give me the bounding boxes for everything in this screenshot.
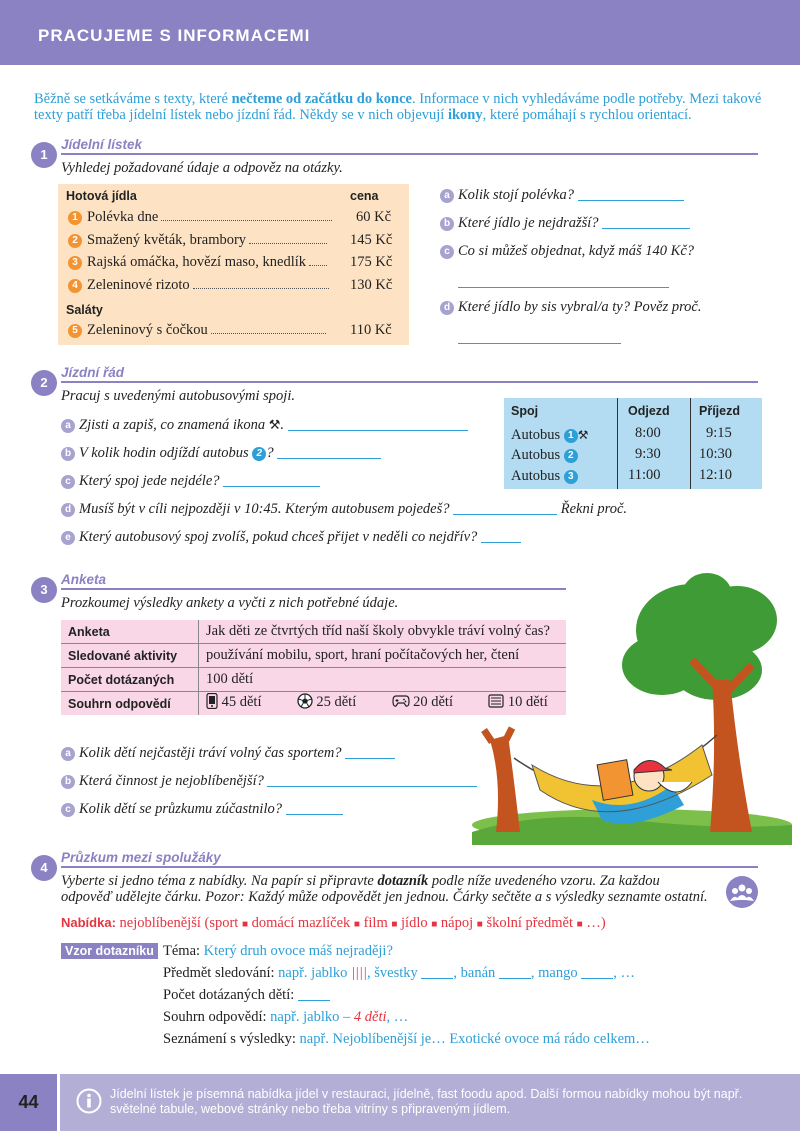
question-2a bbox=[61, 417, 468, 434]
intro-paragraph bbox=[34, 91, 769, 123]
menu-item-price-5: 110 Kč bbox=[350, 322, 392, 338]
row-label: Téma: bbox=[163, 943, 201, 959]
instruction-text: Vyberte si jedno téma z nabídky. Na papír si připravte bbox=[61, 873, 378, 889]
question-letter: b bbox=[440, 217, 454, 231]
survey-key: Počet dotázaných bbox=[61, 668, 199, 692]
intro-bold-1: nečteme od začátku do konce bbox=[231, 91, 412, 107]
section-instruction-3: Prozkoumej výsledky ankety a vyčti z nich potřebné údaje. bbox=[61, 595, 399, 611]
question-3a bbox=[61, 745, 395, 762]
answer-field[interactable] bbox=[578, 200, 684, 201]
bus-name: Autobus bbox=[511, 447, 561, 463]
answer-field[interactable] bbox=[458, 343, 621, 344]
menu-item-name: Rajská omáčka, hovězí maso, knedlík bbox=[87, 254, 307, 270]
offer-item: jídlo bbox=[401, 915, 428, 931]
answer-field[interactable] bbox=[458, 287, 669, 288]
departure-2: 9:30 bbox=[635, 446, 661, 462]
menu-item-1 bbox=[68, 209, 332, 226]
bus-number-badge: 2 bbox=[252, 447, 266, 461]
menu-item-name: Polévka dne bbox=[87, 209, 159, 225]
page-number: 44 bbox=[0, 1074, 57, 1131]
section-title-3: Anketa bbox=[61, 572, 107, 587]
section-title-1: Jídelní lístek bbox=[61, 137, 143, 152]
question-1a bbox=[440, 187, 684, 204]
question-1d bbox=[440, 299, 702, 316]
menu-item-number: 5 bbox=[68, 324, 82, 338]
arrival-3: 12:10 bbox=[699, 467, 733, 483]
question-letter: c bbox=[440, 245, 454, 259]
question-text: V kolik hodin odjíždí autobus bbox=[79, 445, 249, 461]
offer-item: školní předmět bbox=[486, 915, 574, 931]
row-label: Souhrn odpovědí: bbox=[163, 1009, 267, 1025]
row-value: Který druh ovoce máš nejraději? bbox=[203, 943, 393, 959]
row-label: Počet dotázaných dětí: bbox=[163, 987, 295, 1003]
row-label: Předmět sledování: bbox=[163, 965, 275, 981]
answer-field[interactable] bbox=[223, 486, 320, 487]
row-value: , banán bbox=[453, 965, 496, 981]
question-text: Která činnost je nejoblíbenější? bbox=[79, 773, 264, 789]
timetable-row-3 bbox=[511, 468, 578, 485]
question-letter: d bbox=[61, 503, 75, 517]
question-2c bbox=[61, 473, 320, 490]
departure-1: 8:00 bbox=[635, 425, 661, 441]
bus-name: Autobus bbox=[511, 427, 561, 443]
offer-row: Nabídka: nejoblíbenější (sport ■ domácí mazlíček ■ film ■ jídlo ■ nápoj ■ školní předmět ■ …) bbox=[61, 915, 606, 931]
offer-label: Nabídka: bbox=[61, 915, 116, 930]
dot-leader bbox=[161, 220, 332, 221]
bus-name: Autobus bbox=[511, 468, 561, 484]
table-divider bbox=[690, 398, 691, 489]
question-text: Které jídlo je nejdražší? bbox=[458, 215, 599, 231]
question-text: Který autobusový spoj zvolíš, pokud chceš přijet v neděli co nejdřív? bbox=[79, 529, 478, 545]
answer-count: 45 dětí bbox=[221, 694, 262, 710]
row-value: např. jablko – bbox=[270, 1009, 351, 1025]
offer-item: domácí mazlíček bbox=[251, 915, 351, 931]
menu-item-5 bbox=[68, 322, 326, 339]
row-label: Seznámení s výsledky: bbox=[163, 1031, 296, 1047]
tools-icon: ⚒ bbox=[577, 428, 589, 442]
answer-field[interactable] bbox=[421, 978, 453, 979]
question-text: Kolik dětí nejčastěji tráví volný čas sportem? bbox=[79, 745, 342, 761]
menu-item-price-3: 175 Kč bbox=[350, 254, 393, 270]
answer-field[interactable] bbox=[499, 978, 531, 979]
question-letter: a bbox=[61, 419, 75, 433]
timetable-header-line: Spoj bbox=[511, 404, 539, 418]
answer-count: 25 dětí bbox=[316, 694, 357, 710]
answer-field[interactable] bbox=[481, 542, 521, 543]
question-letter: c bbox=[61, 803, 75, 817]
timetable-row-1 bbox=[511, 427, 589, 444]
answer-field[interactable] bbox=[453, 514, 557, 515]
timetable-header-departure: Odjezd bbox=[628, 404, 670, 418]
menu-item-name: Zeleninový s čočkou bbox=[87, 322, 208, 338]
menu-item-number: 4 bbox=[68, 279, 82, 293]
menu-item-number: 2 bbox=[68, 234, 82, 248]
arrival-1: 9:15 bbox=[706, 425, 732, 441]
menu-header-salads: Saláty bbox=[66, 303, 103, 317]
menu-item-price-1: 60 Kč bbox=[356, 209, 392, 225]
intro-text-3: , které pomáhají s rychlou orientací. bbox=[482, 107, 692, 123]
question-text: Zjisti a zapiš, co znamená ikona bbox=[79, 417, 266, 433]
survey-key: Anketa bbox=[61, 620, 199, 644]
section-divider-4 bbox=[61, 866, 758, 868]
answer-field[interactable] bbox=[277, 458, 381, 459]
answer-field[interactable] bbox=[345, 758, 395, 759]
answer-field[interactable] bbox=[298, 1000, 330, 1001]
bus-timetable bbox=[504, 398, 762, 489]
sample-row-5 bbox=[163, 1031, 650, 1048]
survey-key: Souhrn odpovědí bbox=[61, 692, 199, 716]
question-text-end: ? bbox=[266, 445, 274, 461]
group-work-icon bbox=[726, 876, 758, 908]
tally-marks: |||| bbox=[351, 965, 368, 981]
survey-value: Jak děti ze čtvrtých tříd naší školy obvykle tráví volný čas? bbox=[199, 620, 567, 644]
answer-count: 20 dětí bbox=[413, 694, 453, 710]
row-value: , švestky bbox=[367, 965, 418, 981]
question-3b bbox=[61, 773, 477, 790]
tools-icon: ⚒ bbox=[268, 418, 281, 433]
departure-3: 11:00 bbox=[628, 467, 661, 483]
menu-item-4 bbox=[68, 277, 329, 294]
intro-text-1: Běžně se setkáváme s texty, které bbox=[34, 91, 232, 107]
offer-item: …) bbox=[586, 915, 606, 931]
row-value: např. Nejoblíbenější je… Exotické ovoce má rádo celkem… bbox=[299, 1031, 650, 1047]
menu-item-name: Smažený květák, brambory bbox=[87, 232, 247, 248]
section-instruction-4 bbox=[61, 873, 711, 905]
answer-field[interactable] bbox=[602, 228, 690, 229]
answer-field[interactable] bbox=[288, 430, 468, 431]
question-text: Co si můžeš objednat, když máš 140 Kč? bbox=[458, 243, 695, 259]
answer-count: 10 dětí bbox=[507, 694, 548, 710]
survey-value: 100 dětí bbox=[199, 668, 567, 692]
bus-number-badge: 1 bbox=[564, 429, 578, 443]
offer-item: film bbox=[363, 915, 388, 931]
sample-row-2 bbox=[163, 965, 635, 982]
row-value: , mango bbox=[530, 965, 578, 981]
section-instruction-2: Pracuj s uvedenými autobusovými spoji. bbox=[61, 388, 295, 404]
hammock-illustration bbox=[462, 570, 800, 850]
question-text-end: Řekni proč. bbox=[560, 501, 628, 517]
footer-divider bbox=[57, 1074, 60, 1131]
menu-item-3 bbox=[68, 254, 327, 271]
section-number-2: 2 bbox=[31, 370, 57, 396]
question-text: Musíš být v cíli nejpozději v 10:45. Kterým autobusem pojedeš? bbox=[79, 501, 450, 517]
answer-field[interactable] bbox=[267, 786, 477, 787]
question-2e bbox=[61, 529, 521, 546]
row-value: např. jablko bbox=[278, 965, 348, 981]
question-1b bbox=[440, 215, 690, 232]
dot-leader bbox=[193, 288, 329, 289]
survey-value: používání mobilu, sport, hraní počítačových her, čtení bbox=[199, 644, 567, 668]
question-letter: c bbox=[61, 475, 75, 489]
footer-note: Jídelní lístek je písemná nabídka jídel v restauraci, jídelně, fast foodu apod. Další formou nabídky mohou být např. světelné tabule, webové stránky nebo třeba vitríny s připraveným jídlem. bbox=[110, 1087, 743, 1116]
offer-item: nápoj bbox=[440, 915, 474, 931]
question-1c bbox=[440, 243, 694, 260]
question-2b bbox=[61, 445, 381, 462]
section-title-4: Průzkum mezi spolužáky bbox=[61, 850, 221, 865]
instruction-bold: dotazník bbox=[377, 873, 429, 889]
instruction-text: podle níže uvedeného vzoru. Za každou odpověď udělejte čárku. Pozor: Každý může odpovědět jen jednou. Čárky sečtěte a s výsledky seznamte ostatní. bbox=[61, 873, 708, 905]
question-letter: e bbox=[61, 531, 75, 545]
arrival-2: 10:30 bbox=[699, 446, 733, 462]
question-text: Který spoj jede nejdéle? bbox=[79, 473, 220, 489]
info-icon bbox=[76, 1088, 102, 1114]
intro-text-2: . Informace v nich vyhledáváme podle potřeby. Mezi takové texty patří třeba jídelní lístek nebo jízdní řád. Někdy se v nich objevují bbox=[34, 91, 762, 123]
menu-item-2 bbox=[68, 232, 327, 249]
offer-item: nejoblíbenější (sport bbox=[119, 915, 239, 931]
section-divider-1 bbox=[61, 153, 758, 155]
survey-key: Sledované aktivity bbox=[61, 644, 199, 668]
menu-item-name: Zeleninové rizoto bbox=[87, 277, 190, 293]
timetable-header-arrival: Příjezd bbox=[699, 404, 740, 418]
answer-field[interactable] bbox=[581, 978, 613, 979]
question-text: Kolik dětí se průzkumu zúčastnilo? bbox=[79, 801, 282, 817]
question-text: Které jídlo by sis vybral/a ty? Pověz proč. bbox=[458, 299, 702, 315]
bus-number-badge: 2 bbox=[564, 449, 578, 463]
section-number-4: 4 bbox=[31, 855, 57, 881]
section-divider-2 bbox=[61, 381, 758, 383]
question-letter: a bbox=[440, 189, 454, 203]
row-value-highlight: 4 děti bbox=[353, 1009, 387, 1025]
sample-label: Vzor dotazníku bbox=[61, 943, 158, 959]
menu-header-meals: Hotová jídla bbox=[66, 189, 137, 203]
row-value: , … bbox=[613, 965, 635, 981]
bus-number-badge: 3 bbox=[564, 470, 578, 484]
dot-leader bbox=[309, 265, 327, 266]
timetable-row-2 bbox=[511, 447, 578, 464]
sample-row-1 bbox=[163, 943, 393, 960]
menu-item-number: 3 bbox=[68, 256, 82, 270]
question-2d bbox=[61, 501, 627, 518]
question-3c bbox=[61, 801, 343, 818]
answer-field[interactable] bbox=[286, 814, 343, 815]
phone-icon bbox=[206, 693, 218, 714]
menu-box bbox=[58, 184, 409, 345]
menu-item-price-2: 145 Kč bbox=[350, 232, 393, 248]
ball-icon bbox=[297, 693, 313, 714]
question-text: Kolik stojí polévka? bbox=[458, 187, 574, 203]
sample-row-3 bbox=[163, 987, 330, 1004]
section-title-2: Jízdní řád bbox=[61, 365, 125, 380]
question-letter: a bbox=[61, 747, 75, 761]
question-letter: d bbox=[440, 301, 454, 315]
question-text-end: . bbox=[280, 417, 284, 433]
menu-item-price-4: 130 Kč bbox=[350, 277, 393, 293]
sample-row-4 bbox=[163, 1009, 408, 1026]
section-number-1: 1 bbox=[31, 142, 57, 168]
section-instruction-1: Vyhledej požadované údaje a odpověz na otázky. bbox=[61, 160, 343, 176]
gamepad-icon bbox=[392, 694, 410, 713]
question-letter: b bbox=[61, 775, 75, 789]
question-letter: b bbox=[61, 447, 75, 461]
dot-leader bbox=[249, 243, 327, 244]
table-divider bbox=[617, 398, 618, 489]
menu-header-price: cena bbox=[350, 189, 379, 203]
section-number-3: 3 bbox=[31, 577, 57, 603]
dot-leader bbox=[211, 333, 326, 334]
menu-item-number: 1 bbox=[68, 211, 82, 225]
row-value: , … bbox=[386, 1009, 409, 1025]
intro-bold-2: ikony bbox=[447, 107, 483, 123]
page-title: PRACUJEME S INFORMACEMI bbox=[38, 26, 311, 45]
